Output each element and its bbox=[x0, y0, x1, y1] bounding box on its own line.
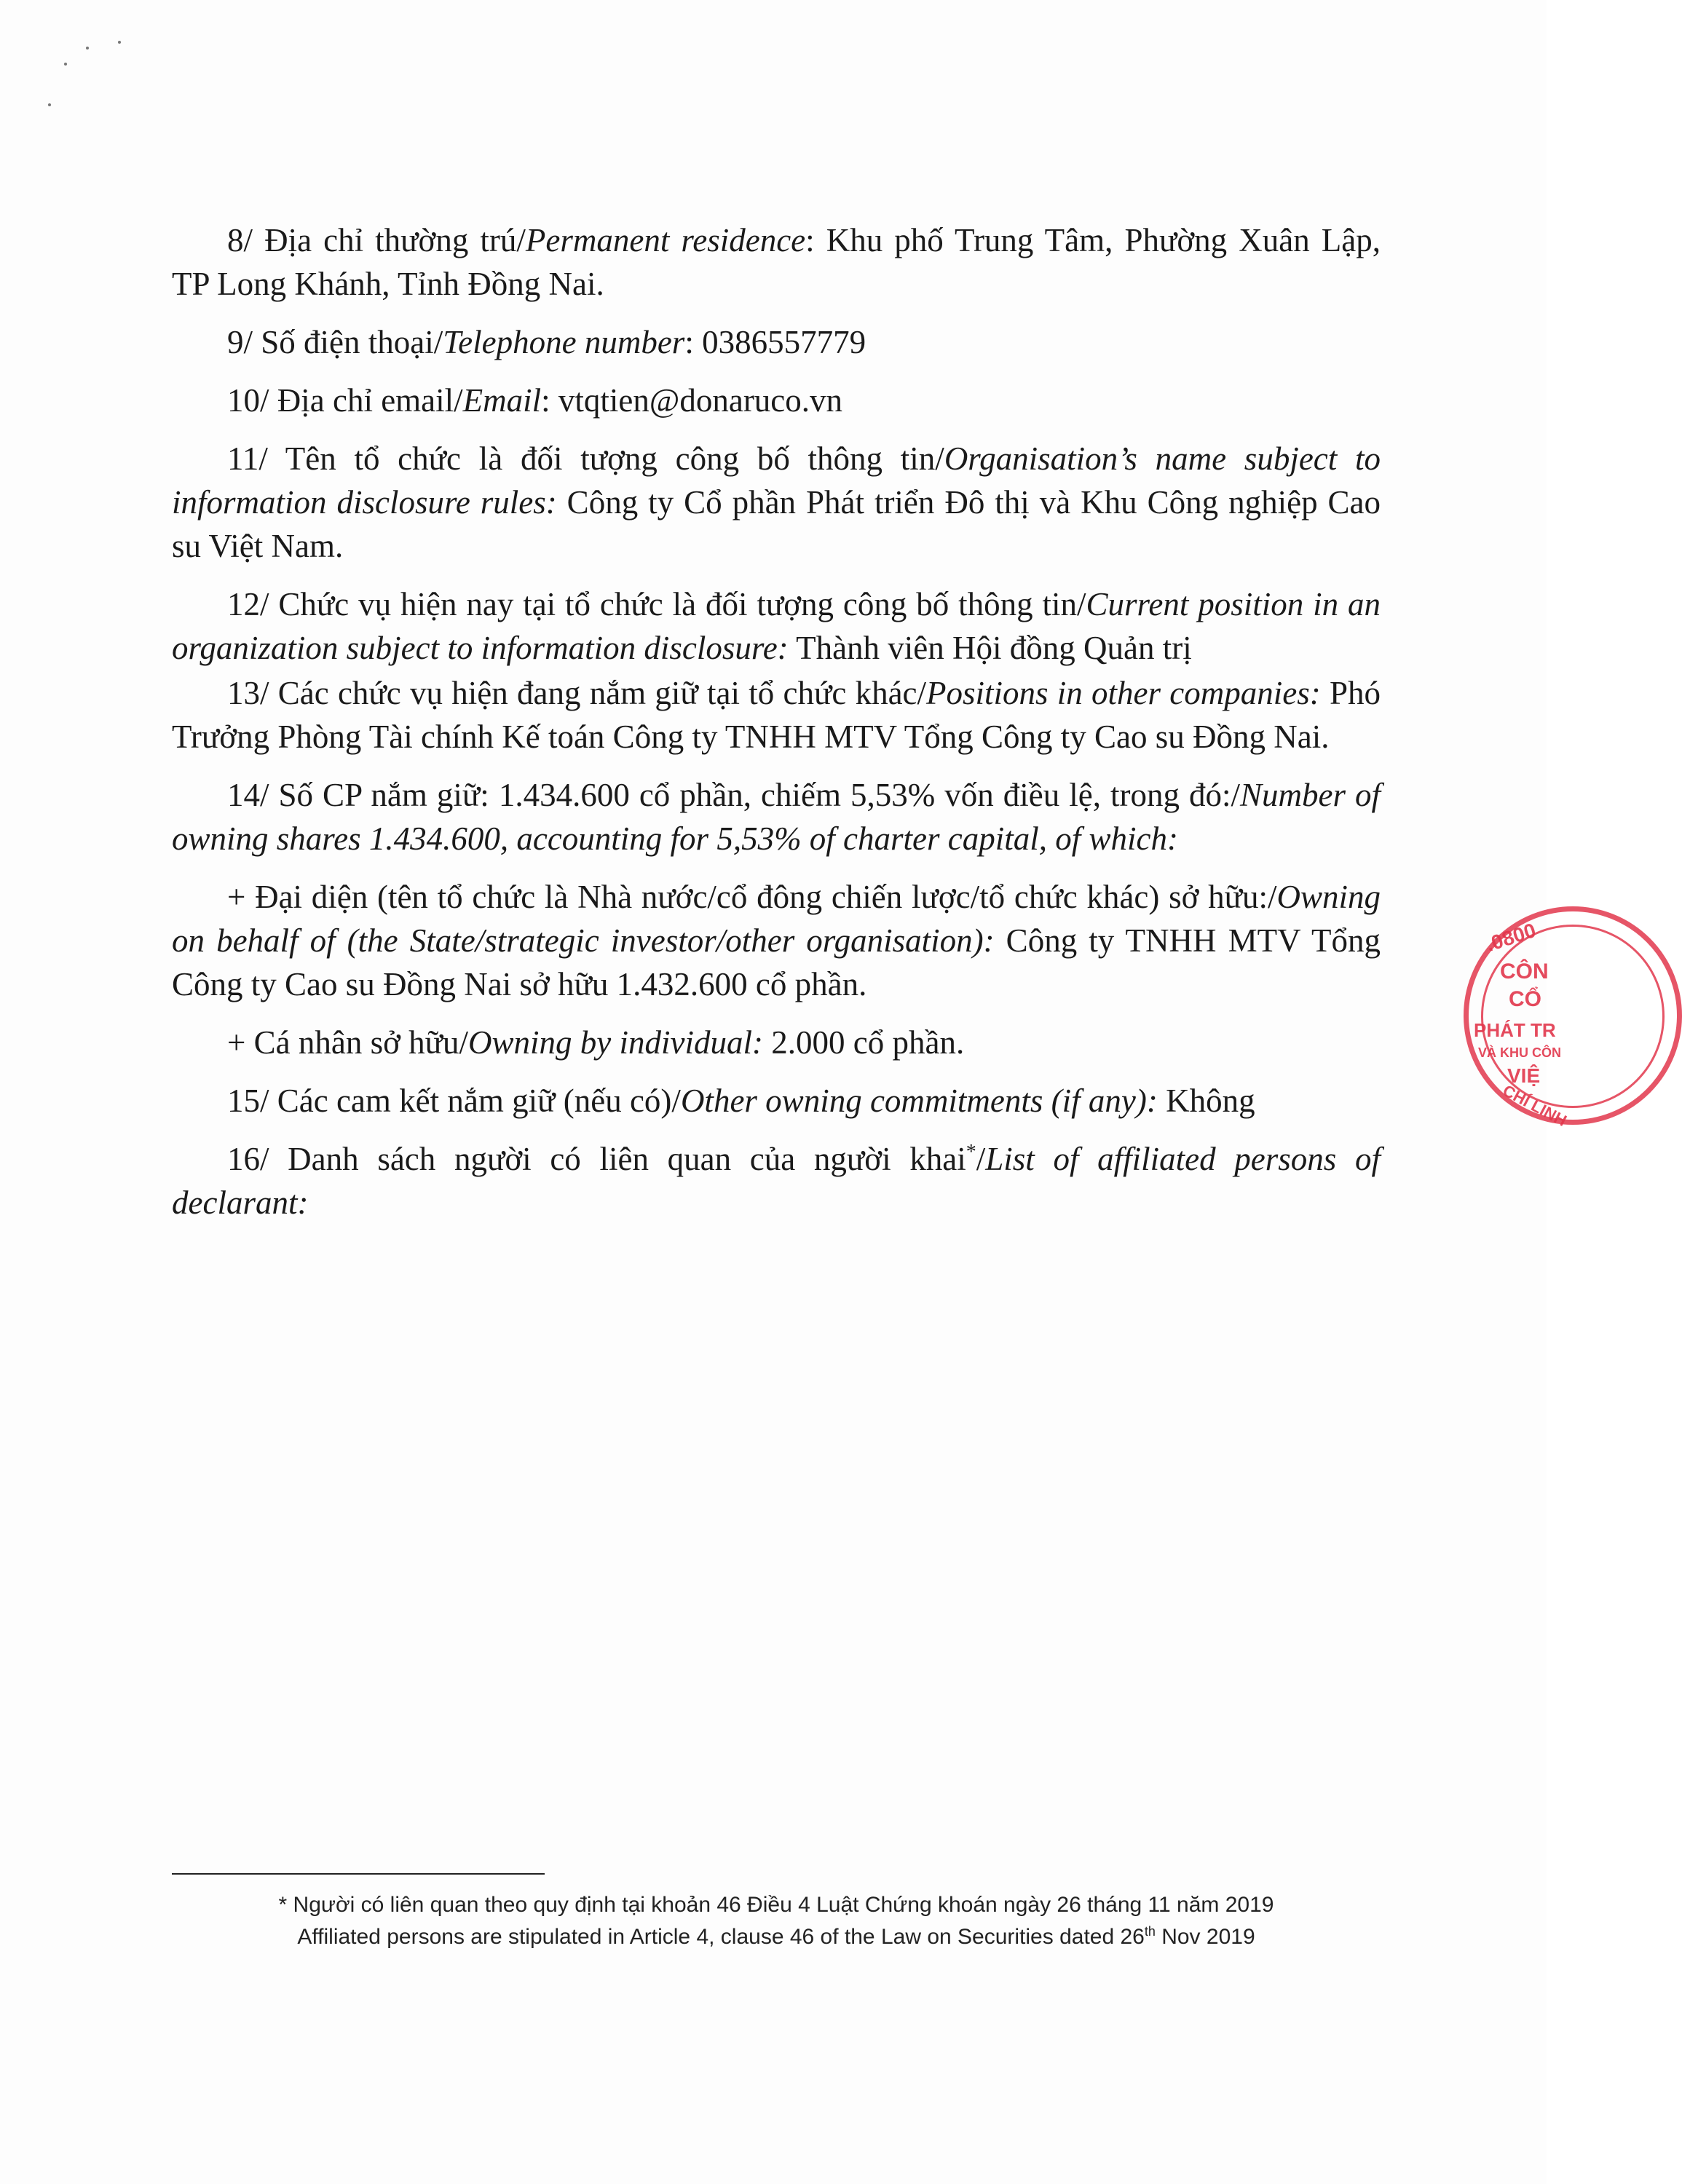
text-plain: Công ty TNHH MTV Tổng Công ty Cao su Đồng Nai sở hữu 1.432.600 cổ phần. bbox=[172, 922, 1381, 1002]
text-plain: 9/ Số điện thoại/ bbox=[227, 324, 443, 360]
text-plain: 2.000 cổ phần. bbox=[763, 1024, 965, 1061]
text-plain: + Đại diện (tên tổ chức là Nhà nước/cổ đông chiến lược/tổ chức khác) sở hữu:/ bbox=[227, 879, 1277, 915]
footnote-superscript: th bbox=[1144, 1924, 1156, 1939]
document-body bbox=[172, 218, 1381, 1239]
text-italic: Permanent residence bbox=[525, 222, 806, 258]
text-plain: 14/ Số CP nắm giữ: 1.434.600 cổ phần, chiếm 5,53% vốn điều lệ, trong đó:/ bbox=[227, 777, 1240, 813]
text-italic: Telephone number bbox=[443, 324, 685, 360]
paragraph-owning-commitments bbox=[172, 1079, 1381, 1123]
paragraph-owning-by-individual bbox=[172, 1021, 1381, 1064]
text-plain: Công ty Cổ phần Phát triển Đô thị và Khu Công nghiệp Cao su Việt Nam. bbox=[172, 484, 1381, 564]
text-plain: Không bbox=[1157, 1083, 1255, 1119]
paragraph-shares-held bbox=[172, 773, 1381, 860]
footnote-text: Nov 2019 bbox=[1155, 1925, 1255, 1949]
text-plain: Thành viên Hội đồng Quản trị bbox=[788, 630, 1192, 666]
text-italic: Positions in other companies: bbox=[926, 675, 1321, 711]
seal-text: CÔN bbox=[1500, 960, 1549, 984]
paragraph-permanent-residence bbox=[172, 218, 1381, 306]
text-italic: List of affiliated persons of declarant: bbox=[172, 1141, 1381, 1221]
scan-speck bbox=[86, 47, 89, 50]
paragraph-telephone bbox=[172, 320, 1381, 364]
text-plain: 15/ Các cam kết nắm giữ (nếu có)/ bbox=[227, 1083, 681, 1119]
text-plain: : 0386557779 bbox=[684, 324, 866, 360]
text-plain: 10/ Địa chỉ email/ bbox=[227, 382, 463, 419]
text-italic: Organisation’s name subject to information disclosure rules: bbox=[172, 440, 1381, 521]
footnote-line-vietnamese: * Người có liên quan theo quy định tại khoản 46 Điều 4 Luật Chứng khoán ngày 26 tháng 11 năm 2019 bbox=[278, 1893, 1274, 1917]
footnote-divider bbox=[172, 1873, 545, 1875]
footnote-text: Affiliated persons are stipulated in Article 4, clause 46 of the Law on Securities dated 26 bbox=[297, 1925, 1145, 1949]
footnote-marker: * bbox=[966, 1141, 976, 1163]
text-plain: 8/ Địa chỉ thường trú/ bbox=[227, 222, 526, 258]
seal-text: VÀ KHU CÔN bbox=[1478, 1045, 1562, 1060]
text-plain: 11/ Tên tổ chức là đối tượng công bố thông tin/ bbox=[227, 440, 944, 477]
seal-text: .0800 bbox=[1482, 918, 1539, 957]
paragraph-owning-on-behalf bbox=[172, 875, 1381, 1006]
text-italic: Other owning commitments (if any): bbox=[680, 1083, 1158, 1119]
text-plain: Phó Trưởng Phòng Tài chính Kế toán Công ty TNHH MTV Tổng Công ty Cao su Đồng Nai. bbox=[172, 675, 1381, 755]
footnote bbox=[172, 1889, 1381, 1953]
text-plain: + Cá nhân sở hữu/ bbox=[227, 1024, 469, 1061]
seal-text: PHÁT TR bbox=[1474, 1019, 1556, 1041]
footnote-line-english bbox=[172, 1921, 1381, 1953]
text-plain: 16/ Danh sách người có liên quan của người khai bbox=[227, 1141, 966, 1177]
text-plain: 13/ Các chức vụ hiện đang nắm giữ tại tổ chức khác/ bbox=[227, 675, 927, 711]
paragraph-current-position bbox=[172, 582, 1381, 670]
scan-speck bbox=[64, 63, 67, 66]
paragraph-other-positions bbox=[172, 671, 1381, 759]
paragraph-organisation-name bbox=[172, 437, 1381, 568]
text-italic: Number of owning shares 1.434.600, accounting for 5,53% of charter capital, of which: bbox=[172, 777, 1381, 857]
text-plain: : vtqtien@donaruco.vn bbox=[541, 382, 843, 419]
scan-speck bbox=[118, 41, 121, 44]
text-italic: Current position in an organization subject to information disclosure: bbox=[172, 586, 1381, 666]
scan-speck bbox=[48, 103, 51, 106]
paragraph-affiliated-persons bbox=[172, 1137, 1381, 1224]
seal-text: CỔ bbox=[1509, 987, 1541, 1011]
paragraph-email bbox=[172, 379, 1381, 422]
text-plain: : Khu phố Trung Tâm, Phường Xuân Lập, TP Long Khánh, Tỉnh Đồng Nai. bbox=[172, 222, 1381, 302]
text-plain: 12/ Chức vụ hiện nay tại tổ chức là đối tượng công bố thông tin/ bbox=[227, 586, 1086, 622]
text-italic: Owning by individual: bbox=[468, 1024, 764, 1061]
text-italic: Email bbox=[462, 382, 542, 419]
seal-text: CHÍ LINH bbox=[1499, 1081, 1570, 1130]
text-italic: Owning on behalf of (the State/strategic investor/other organisation): bbox=[172, 879, 1381, 959]
text-plain: / bbox=[976, 1141, 986, 1177]
seal-text: VIỆ bbox=[1507, 1064, 1541, 1087]
